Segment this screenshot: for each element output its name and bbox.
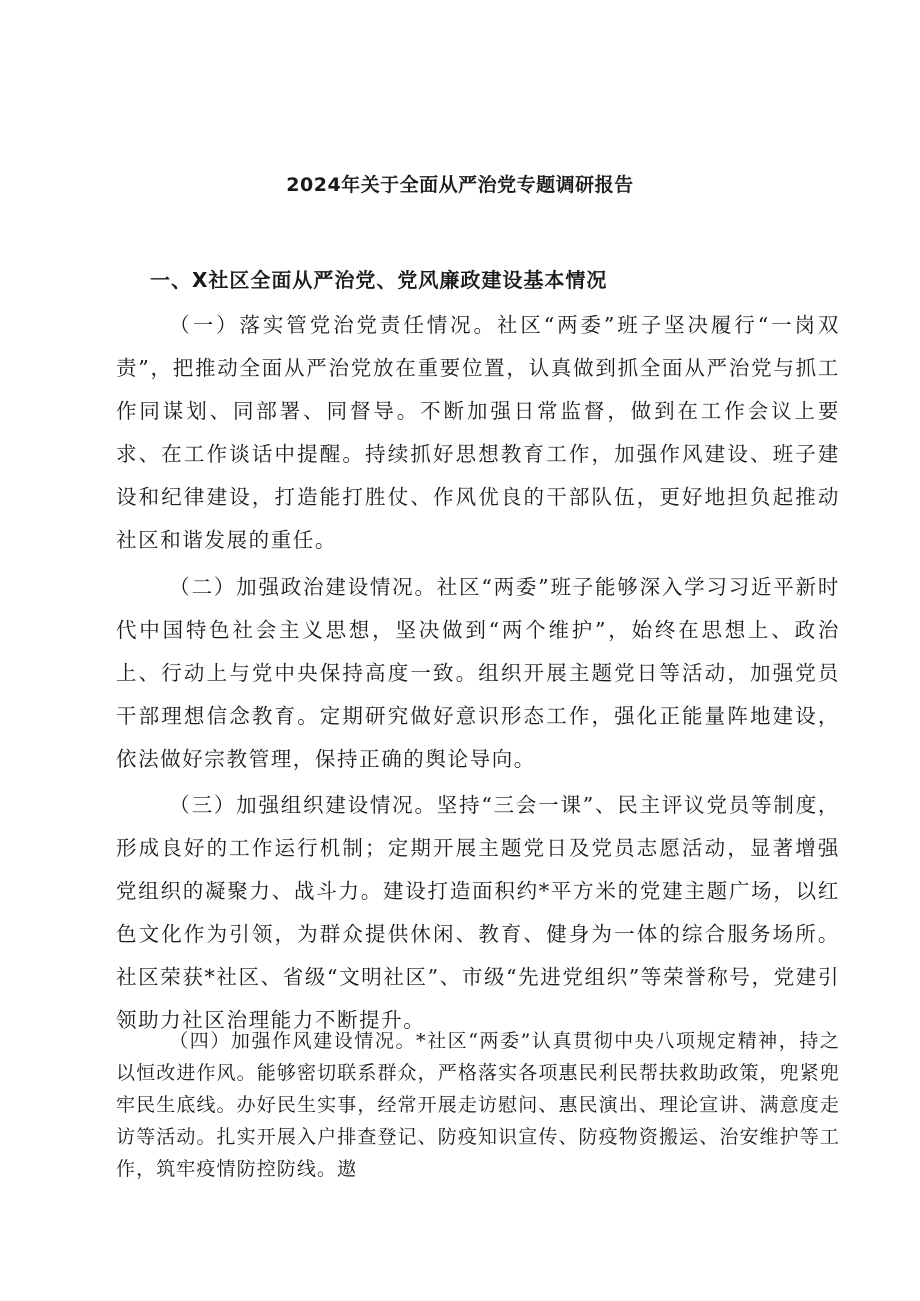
paragraph-organization-building: （三）加强组织建设情况。坚持“三会一课”、民主评议党员等制度，形成良好的工作运行机制；定期开展主题党日及党员志愿活动，显著增强党组织的凝聚力、战斗力。建设打造面积约*平方米的党建主题广场，以红色文化作为引领，为群众提供休闲、教育、健身为一体的综合服务场所。社区荣获*社区、省级“文明社区”、市级“先进党组织”等荣誉称号，党建引领助力社区治理能力不断提升。 (116, 793, 840, 1032)
document-title: 2024年关于全面从严治党专题调研报告 (286, 174, 634, 196)
section-heading: 一、X社区全面从严治党、党风廉政建设基本情况 (150, 268, 608, 292)
paragraph-style-building: （四）加强作风建设情况。*社区“两委”认真贯彻中央八项规定精神，持之以恒改进作风。能够密切联系群众，严格落实各项惠民利民帮扶救助政策，兜紧兜牢民生底线。办好民生实事，经常开展走访慰问、惠民演出、理论宣讲、满意度走访等活动。扎实开展入户排查登记、防疫知识宣传、防疫物资搬运、治安维护等工作，筑牢疫情防控防线。遨 (116, 1030, 840, 1180)
paragraph-responsibility: （一）落实管党治党责任情况。社区“两委”班子坚决履行“一岗双责”，把推动全面从严治党放在重要位置，认真做到抓全面从严治党与抓工作同谋划、同部署、同督导。不断加强日常监督，做到在工作会议上要求、在工作谈话中提醒。持续抓好思想教育工作，加强作风建设、班子建设和纪律建设，打造能打胜仗、作风优良的干部队伍，更好地担负起推动社区和谐发展的重任。 (116, 313, 840, 552)
paragraph-political-building: （二）加强政治建设情况。社区“两委”班子能够深入学习习近平新时代中国特色社会主义思想，坚决做到“两个维护”，始终在思想上、政治上、行动上与党中央保持高度一致。组织开展主题党日等活动，加强党员干部理想信念教育。定期研究做好意识形态工作，强化正能量阵地建设，依法做好宗教管理，保持正确的舆论导向。 (116, 575, 840, 771)
